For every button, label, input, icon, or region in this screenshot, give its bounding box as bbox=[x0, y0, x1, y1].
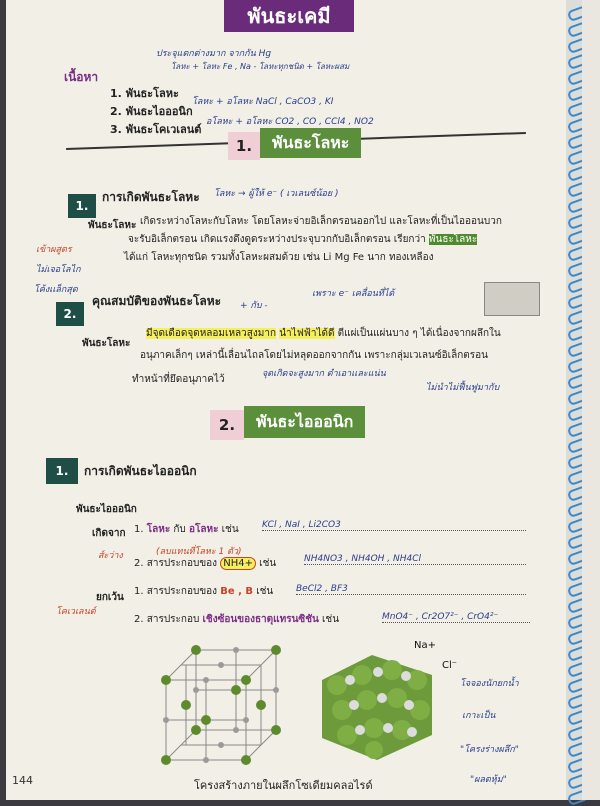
highlight-conductivity: นำไฟฟ้าได้ดี bbox=[279, 328, 335, 339]
metal-text-1: เกิดระหว่างโลหะกับโลหะ โดยโลหะจ่ายอิเล็กตรอนออกไป และโลหะที่เป็นไอออนบวก bbox=[140, 216, 502, 227]
metal-text-3: ได้แก่ โลหะทุกชนิด รวมทั้งโลหะผสมด้วย เช่น Li Mg Fe นาก ทองเหลือง bbox=[124, 252, 434, 263]
nacl-sphere-figure bbox=[312, 650, 442, 765]
right-note-2: เกาะเป็น bbox=[462, 711, 496, 721]
handnote-box-1: โลหะ → ผู้ให้ e⁻ ( เวเลนซ์น้อย ) bbox=[214, 189, 339, 199]
except-2: 2. สารประกอบ เชิงซ้อนของธาตุแทรนซิชัน เช่น bbox=[134, 614, 340, 625]
box-3-title: การเกิดพันธะไอออนิก bbox=[84, 464, 197, 478]
metal-label: พันธะโลหะ bbox=[88, 220, 137, 231]
page-number: 144 bbox=[12, 774, 33, 787]
prop-text-3: ทำหน้าที่ยึดอนุภาคไว้ bbox=[132, 374, 225, 385]
toc-item-3: 3. พันธะโคเวเลนต์ bbox=[110, 123, 202, 136]
item-2-note: (ลบแทนที่โลหะ 1 ตัว) bbox=[156, 547, 242, 557]
section-1-title: พันธะโลหะ bbox=[260, 128, 361, 158]
item-2-fill: NH4NO3 , NH4OH , NH4Cl bbox=[304, 554, 526, 565]
right-note-4: "ผลตหุ้ม" bbox=[470, 775, 507, 785]
margin-note-2: ไม่เจอโลไก bbox=[36, 265, 81, 275]
except-2-fill: MnO4⁻ , Cr2O7²⁻ , CrO4²⁻ bbox=[382, 612, 530, 623]
section-1-number: 1. bbox=[228, 132, 260, 160]
metal-bond-highlight: พันธะโลหะ bbox=[428, 234, 478, 245]
metal-text-2: จะรับอิเล็กตรอน เกิดแรงดึงดูดระหว่างประจุบวกกับอิเล็กตรอน เรียกว่า พันธะโลหะ bbox=[128, 234, 478, 245]
box-1-title: การเกิดพันธะโลหะ bbox=[102, 190, 200, 204]
handnote-box-2: เพราะ e⁻ เคลื่อนที่ได้ bbox=[312, 289, 395, 299]
side-note-2: โคเวเลนต์ bbox=[56, 607, 96, 617]
margin-note-3: โค้งเเล็กสุด bbox=[34, 285, 78, 295]
ion-label-na: Na+ bbox=[414, 640, 436, 651]
handnote-toc-3: โลหะ + อโลหะ NaCl , CaCO3 , KI bbox=[192, 97, 334, 107]
except-1-fill: BeCl2 , BF3 bbox=[296, 584, 526, 595]
nh4-highlight: NH4+ bbox=[220, 557, 256, 570]
content-label: เนื้อหา bbox=[64, 70, 99, 84]
nacl-lattice-figure bbox=[146, 640, 306, 770]
box-2-title: คุณสมบัติของพันธะโลหะ bbox=[92, 294, 222, 308]
except-label: ยกเว้น bbox=[96, 592, 124, 603]
item-2: 2. สารประกอบของ NH4+ เช่น bbox=[134, 558, 277, 569]
toc-item-2: 2. พันธะไอออนิก bbox=[110, 105, 193, 118]
prop-text-1: มีจุดเดือดจุดหลอมเหลวสูงมาก นำไฟฟ้าได้ดี ตีแผ่เป็นแผ่นบาง ๆ ได้เนื่องจากผลึกใน bbox=[146, 328, 501, 339]
side-note-1: ส์ะว่าง bbox=[98, 551, 123, 561]
handnote-toc-1: ประจุแตกต่างมาก จากกัน Hg bbox=[156, 49, 272, 59]
textbook-page bbox=[6, 0, 566, 800]
handnote-prop-2: ไม่นำไม่ฟื้นฟูมากับ bbox=[426, 383, 500, 393]
prop-text-2: อนุภาคเล็กๆ เหล่านี้เลื่อนไถลโดยไม่หลุดออกจากกัน เพราะกลุ่มเวเลนซ์อิเล็กตรอน bbox=[140, 350, 488, 361]
handnote-prop-1: จุดเกิดจะสูงมาก ดำเอาเเละแน่น bbox=[262, 369, 386, 379]
adjacent-page-edge bbox=[582, 0, 600, 800]
right-note-3: "โครงร่างผลึก" bbox=[460, 745, 519, 755]
ionic-label: พันธะไอออนิก bbox=[76, 504, 137, 515]
highlight-melting-point: มีจุดเดือดจุดหลอมเหลวสูงมาก bbox=[146, 328, 277, 339]
figure-caption: โครงสร้างภายในผลึกโซเดียมคลอไรด์ bbox=[194, 779, 373, 792]
section-2-number: 2. bbox=[210, 410, 244, 440]
item-1: 1. โลหะ กับ อโลหะ เช่น bbox=[134, 524, 239, 535]
page-title: พันธะเคมี bbox=[224, 0, 354, 32]
margin-note-1: เข้าผสูตร bbox=[36, 245, 72, 255]
item-1-fill: KCl , NaI , Li2CO3 bbox=[262, 520, 526, 531]
toc-item-1: 1. พันธะโลหะ bbox=[110, 87, 179, 100]
right-note-1: โจจองนักยกน้ำ bbox=[460, 679, 519, 689]
handnote-toc-4: อโลหะ + อโลหะ CO2 , CO , CCl4 , NO2 bbox=[206, 117, 374, 127]
handnote-toc-2: โลหะ + โลหะ Fe , Na - โลหะทุกชนิด + โลหะผสม bbox=[171, 62, 350, 71]
formed-from-label: เกิดจาก bbox=[92, 528, 126, 539]
box-3-number: 1. bbox=[46, 458, 78, 484]
except-1: 1. สารประกอบของ Be , B เช่น bbox=[134, 586, 274, 597]
handnote-plus-minus: + กับ - bbox=[240, 301, 268, 311]
box-1-number: 1. bbox=[68, 194, 96, 218]
box-2-number: 2. bbox=[56, 302, 84, 326]
section-2-title: พันธะไอออนิก bbox=[244, 406, 365, 438]
prop-label: พันธะโลหะ bbox=[82, 338, 131, 349]
ion-label-cl: Cl⁻ bbox=[442, 660, 458, 671]
metal-lattice-figure bbox=[484, 282, 540, 316]
